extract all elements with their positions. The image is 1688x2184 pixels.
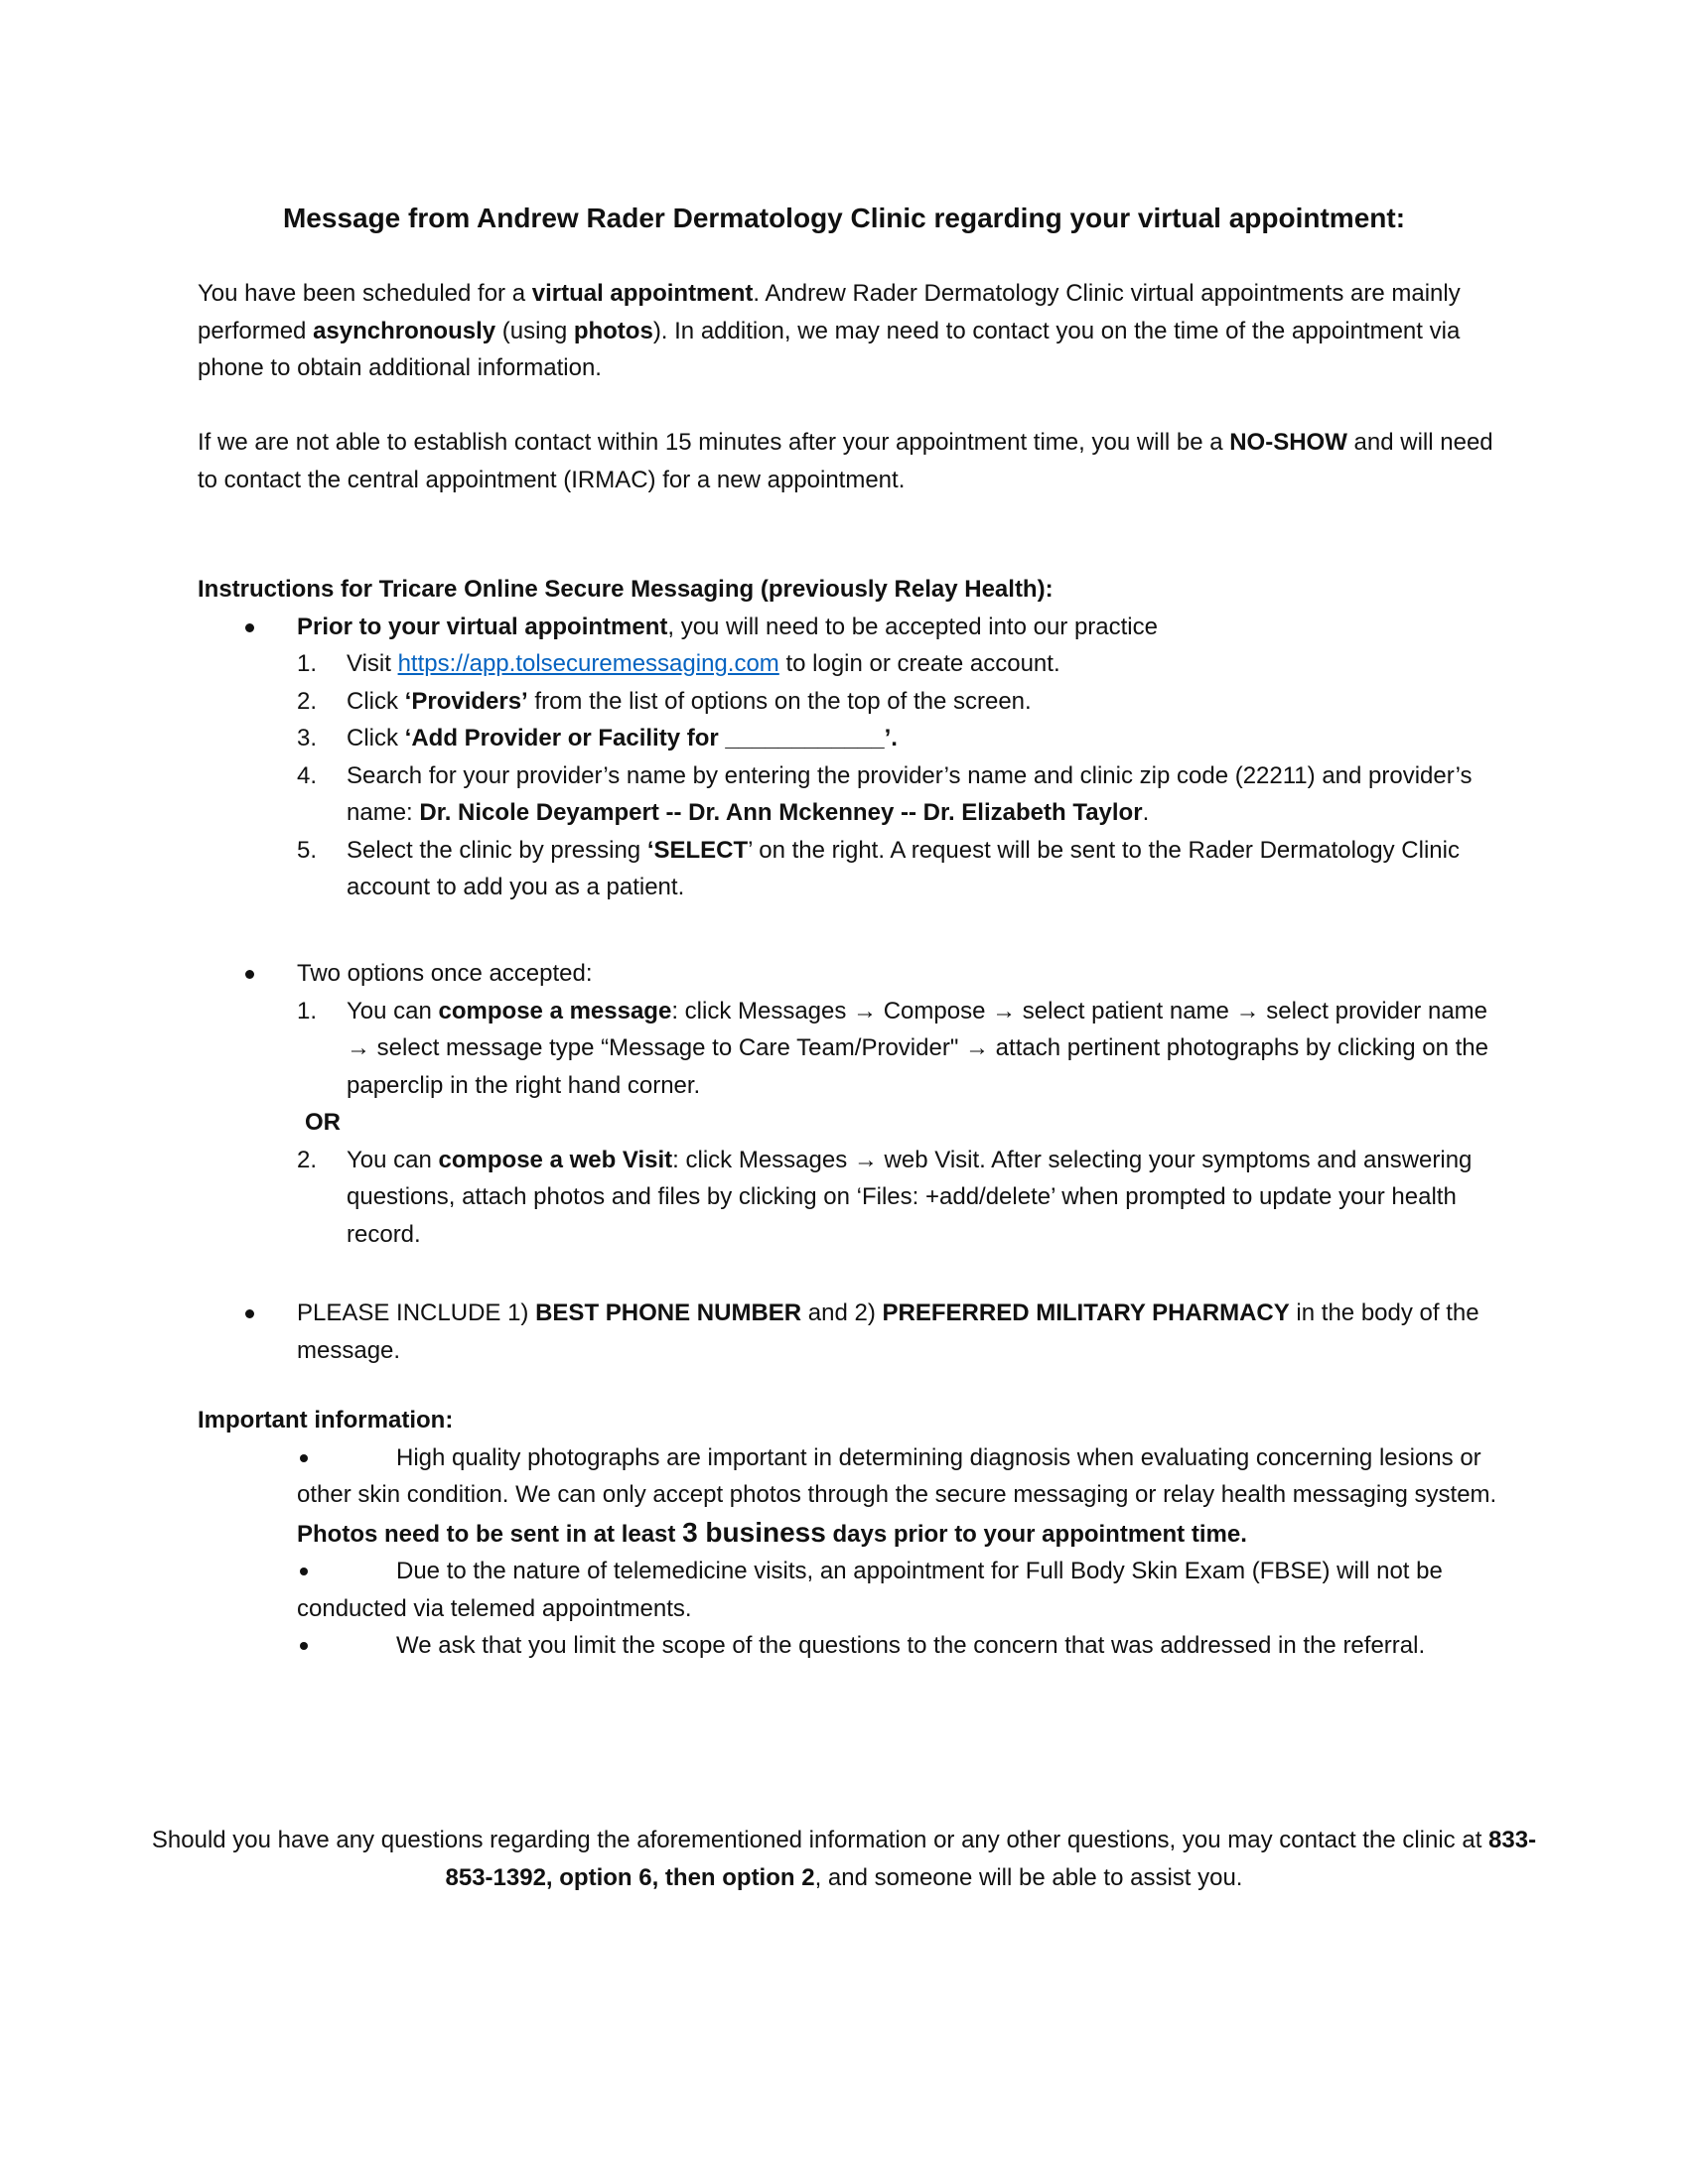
text: ). In addition, we may need to contact you on the time of the appointment via phone to obtain additional information. xyxy=(198,317,1461,381)
text: . xyxy=(1142,799,1150,826)
text-bold: compose a message xyxy=(438,997,672,1024)
step-number: 2. xyxy=(297,687,318,715)
text: , and someone will be able to assist you. xyxy=(814,1863,1243,1891)
step-number: 5. xyxy=(297,836,318,864)
step-number: 3. xyxy=(297,725,318,751)
text: Select the clinic by pressing xyxy=(347,836,647,864)
text: You can xyxy=(347,1146,439,1173)
text: Click xyxy=(347,725,405,751)
text: Should you have any questions regarding the aforementioned information or any other questions, you may contact the clinic at xyxy=(151,1827,1489,1853)
text-bold: ‘Providers’ xyxy=(404,687,528,715)
text: If we are not able to establish contact within 15 minutes after your appointment time, you will be a xyxy=(198,429,1230,456)
bullet-dot-icon xyxy=(245,1309,254,1318)
text-bold: Prior to your virtual appointment xyxy=(297,613,668,640)
text-bold: virtual appointment xyxy=(531,280,754,307)
text: . Andrew Rader Dermatology Clinic virtual appointments are mainly performed xyxy=(198,280,1461,344)
intro-paragraph-1 xyxy=(198,275,1498,387)
text: You can xyxy=(347,997,439,1024)
bullet-dot-icon xyxy=(300,1642,308,1650)
clinic-phone-number: 833-853-1392, option 6, then option 2 xyxy=(445,1827,1537,1891)
text-bold: ‘SELECT xyxy=(646,836,749,864)
text: Visit xyxy=(347,650,398,677)
or-label: OR xyxy=(305,1109,341,1136)
instructions-section xyxy=(198,571,1498,906)
text: to login or create account. xyxy=(778,650,1060,677)
important-item xyxy=(198,1439,1498,1554)
text: Two options once accepted: xyxy=(297,960,593,987)
important-section xyxy=(198,1402,1498,1665)
text: : click Messages → Compose → select patient name → select provider name → select message type “Message to Care Team/Provider" → attach pertinent photographs by clicking on the paperclip in the right hand corner. xyxy=(347,997,1488,1099)
step-item xyxy=(198,645,1498,683)
option-number: 2. xyxy=(297,1146,318,1173)
text-bold: asynchronously xyxy=(313,317,496,344)
step-item xyxy=(198,832,1498,906)
text: , you will need to be accepted into our practice xyxy=(667,613,1158,640)
bullet-item xyxy=(198,1295,1498,1369)
text: ’ on the right. A request will be sent to the Rader Dermatology Clinic account to add you as a patient. xyxy=(347,836,1460,900)
include-section xyxy=(198,1295,1498,1369)
text: PLEASE INCLUDE 1) xyxy=(297,1299,536,1326)
bullet-item xyxy=(198,609,1498,646)
text: (using xyxy=(495,317,574,344)
secure-messaging-link[interactable]: https://app.tolsecuremessaging.com xyxy=(397,650,779,677)
text: High quality photographs are important in determining diagnosis when evaluating concerning lesions or other skin condition. We can only accept photos through the secure messaging or relay health messaging system. xyxy=(297,1443,1497,1508)
text-bold: 3 business xyxy=(682,1516,826,1548)
step-item xyxy=(198,757,1498,832)
text-bold: BEST PHONE NUMBER xyxy=(535,1299,802,1326)
option-item xyxy=(198,993,1498,1105)
option-number: 1. xyxy=(297,997,318,1024)
instructions-heading: Instructions for Tricare Online Secure Messaging (previously Relay Health): xyxy=(198,576,1054,603)
text: : click Messages → web Visit. After selecting your symptoms and answering questions, attach photos and files by clicking on ‘Files: +add/delete’ when prompted to update your health record. xyxy=(347,1146,1473,1248)
option-item xyxy=(198,1142,1498,1254)
step-number: 1. xyxy=(297,650,318,677)
intro-paragraph-2 xyxy=(198,424,1498,498)
text-bold: compose a web Visit xyxy=(438,1146,673,1173)
text-bold: photos xyxy=(573,317,653,344)
text: from the list of options on the top of the screen. xyxy=(527,687,1032,715)
text: Click xyxy=(347,687,405,715)
options-section xyxy=(198,955,1498,1253)
text-bold: PREFERRED MILITARY PHARMACY xyxy=(882,1299,1290,1326)
important-item xyxy=(198,1553,1498,1627)
bullet-item xyxy=(198,955,1498,993)
text: and will need to contact the central appointment (IRMAC) for a new appointment. xyxy=(198,429,1493,493)
bullet-dot-icon xyxy=(245,970,254,979)
provider-names: Dr. Nicole Deyampert -- Dr. Ann Mckenney -- Dr. Elizabeth Taylor xyxy=(419,799,1143,826)
text: and 2) xyxy=(801,1299,883,1326)
important-heading: Important information: xyxy=(198,1407,454,1433)
bullet-dot-icon xyxy=(245,623,254,632)
step-number: 4. xyxy=(297,761,318,789)
text: You have been scheduled for a xyxy=(198,280,532,307)
step-item xyxy=(198,683,1498,721)
step-item xyxy=(198,720,1498,757)
text: Due to the nature of telemedicine visits, an appointment for Full Body Skin Exam (FBSE) will not be conducted via telemed appointments. xyxy=(297,1558,1443,1622)
text-bold: days prior to your appointment time. xyxy=(825,1520,1247,1548)
page-title: Message from Andrew Rader Dermatology Clinic regarding your virtual appointment: xyxy=(282,203,1406,233)
bullet-dot-icon xyxy=(300,1454,308,1462)
text-bold: Photos need to be sent in at least xyxy=(297,1520,683,1548)
important-item xyxy=(198,1627,1498,1665)
text-bold: ‘Add Provider or Facility for ____________’. xyxy=(404,725,898,751)
text: We ask that you limit the scope of the questions to the concern that was addressed in the referral. xyxy=(396,1632,1426,1659)
bullet-dot-icon xyxy=(300,1568,308,1575)
text: Search for your provider’s name by entering the provider’s name and clinic zip code (22211) and provider’s name: xyxy=(347,761,1473,826)
no-show-text: NO-SHOW xyxy=(1229,429,1347,456)
text: in the body of the message. xyxy=(297,1299,1479,1364)
contact-footer xyxy=(149,1822,1539,1896)
